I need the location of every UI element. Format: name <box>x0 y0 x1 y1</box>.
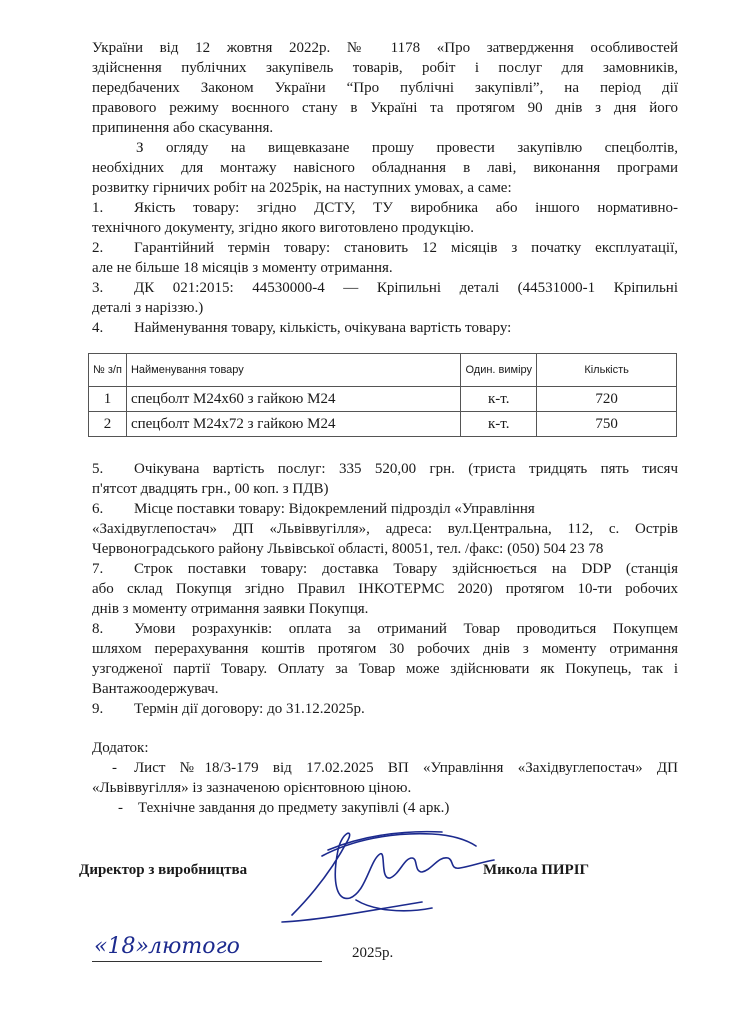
appendix-item-2: - Технічне завдання до предмету закупівлі (4 арк.) <box>118 800 450 816</box>
signatory-position: Директор з виробництва <box>79 862 248 878</box>
header-unit: Один. виміру <box>461 354 537 387</box>
date-day: «18» <box>94 934 149 959</box>
appendix-item-1-cont: «Львіввугілля» із зазначеною орієнтовною ціною. <box>92 780 412 796</box>
condition-1: 1. Якість товару: згідно ДСТУ, ТУ виробника або іншого нормативно- <box>92 200 678 216</box>
cell-qty: 720 <box>537 387 677 412</box>
condition-5-cont: п'ятсот двадцять грн., 00 коп. з ПДВ) <box>92 481 329 497</box>
date-month: лютого <box>148 934 240 959</box>
condition-4: 4. Найменування товару, кількість, очікувана вартість товару: <box>92 320 512 336</box>
condition-3: 3. ДК 021:2015: 44530000-4 — Кріпильні деталі (44531000-1 Кріпильні <box>92 280 678 296</box>
condition-6-cont: «Західвуглепостач» ДП «Львіввугілля», адреса: вул.Центральна, 112, с. Острів <box>92 521 678 537</box>
table-row <box>89 412 677 437</box>
condition-2-cont: але не більше 18 місяців з моменту отримання. <box>92 260 393 276</box>
appendix-item-1: - Лист №18/3-179 від 17.02.2025 ВП «Управління «Західвуглепостач» ДП <box>112 760 678 776</box>
condition-3-cont: деталі з наріззю.) <box>92 300 204 316</box>
table-header-row <box>89 354 677 387</box>
condition-5: 5. Очікувана вартість послуг: 335 520,00 грн. (триста тридцять пять тисяч <box>92 461 678 477</box>
cell-unit: к-т. <box>461 412 537 437</box>
cell-name: спецболт М24х72 з гайкою М24 <box>126 412 460 437</box>
intro-line: правового режиму воєнного стану в Україні та протягом 90 днів з дня його <box>92 100 678 116</box>
condition-7-cont: або склад Покупця згідно Правил ІНКОТЕРМС 2020) протягом 10-ти робочих <box>92 581 678 597</box>
appendix-title: Додаток: <box>92 740 149 756</box>
table-row <box>89 387 677 412</box>
condition-6-cont: Червоноградського району Львівської області, 80051, тел. /факс: (050) 504 23 78 <box>92 541 604 557</box>
request-line: розвитку гірничих робіт на 2025рік, на наступних умовах, а саме: <box>92 180 512 196</box>
cell-unit: к-т. <box>461 387 537 412</box>
intro-line: України від 12 жовтня 2022р. № 1178 «Про затвердження особливостей <box>92 40 678 56</box>
date-year: 2025р. <box>352 945 394 961</box>
goods-table <box>88 353 677 437</box>
header-name: Найменування товару <box>126 354 460 387</box>
header-qty: Кількість <box>537 354 677 387</box>
cell-name: спецболт М24х60 з гайкою М24 <box>126 387 460 412</box>
intro-line: здійснення публічних закупівель товарів, робіт і послуг для замовників, <box>92 60 678 76</box>
signatory-name: Микола ПИРІГ <box>483 862 590 878</box>
condition-2: 2. Гарантійний термін товару: становить 12 місяців з початку експлуатації, <box>92 240 678 256</box>
request-line: необхідних для монтажу навісного обладнання в лаві, виконання програми <box>92 160 678 176</box>
cell-qty: 750 <box>537 412 677 437</box>
header-no: № з/п <box>89 354 127 387</box>
date-underline <box>92 961 322 962</box>
condition-9: 9. Термін дії договору: до 31.12.2025р. <box>92 701 365 717</box>
intro-line: припинення або скасування. <box>92 120 274 136</box>
handwritten-signature <box>262 810 502 930</box>
condition-7: 7. Строк поставки товару: доставка Товару здійснюється на DDP (станція <box>92 561 678 577</box>
cell-no: 1 <box>89 387 127 412</box>
condition-8: 8. Умови розрахунків: оплата за отриманий Товар проводиться Покупцем <box>92 621 678 637</box>
condition-8-cont: шляхом перерахування коштів протягом 30 робочих днів з моменту отримання <box>92 641 678 657</box>
intro-line: передбачених Законом України “Про публічні закупівлі”, на період дії <box>92 80 678 96</box>
condition-1-cont: технічного документу, згідно якого виготовлено продукцію. <box>92 220 474 236</box>
cell-no: 2 <box>89 412 127 437</box>
condition-8-cont: Вантажоодержувач. <box>92 681 219 697</box>
condition-7-cont: днів з моменту отримання заявки Покупця. <box>92 601 369 617</box>
request-line: З огляду на вищевказане прошу провести закупівлю спецболтів, <box>136 140 678 156</box>
condition-6: 6. Місце поставки товару: Відокремлений підрозділ «Управління <box>92 501 535 517</box>
condition-8-cont: узгодженої партії Товару. Оплату за Товар може здійснювати як Покупець, так і <box>92 661 678 677</box>
